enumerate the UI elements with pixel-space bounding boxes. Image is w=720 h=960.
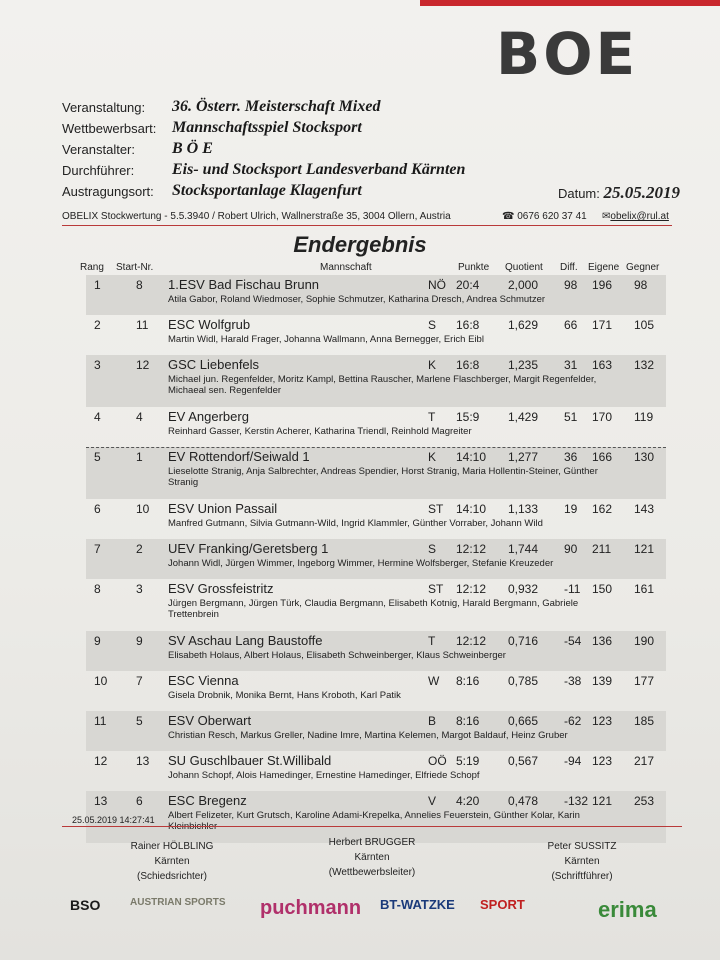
team-players: Elisabeth Holaus, Albert Holaus, Elisabeth Schweinberger, Klaus Schweinberger xyxy=(168,650,506,661)
team-players: Manfred Gutmann, Silvia Gutmann-Wild, Ingrid Klammler, Günther Vorraber, Johann Wild xyxy=(168,518,543,529)
rank-cell: 7 xyxy=(94,542,101,556)
team-name: 1.ESV Bad Fischau Brunn xyxy=(168,277,320,292)
points-cell: 8:16 xyxy=(456,714,480,728)
team-name: ESV Oberwart xyxy=(168,713,252,728)
team-players: Atila Gabor, Roland Wiedmoser, Sophie Schmutzer, Katharina Dresch, Andrea Schmutzer xyxy=(168,294,546,305)
meta-label: Veranstalter: xyxy=(62,142,135,157)
points-cell: 20:4 xyxy=(456,278,480,292)
header-punkte: Punkte xyxy=(458,262,490,273)
diff-cell: 19 xyxy=(564,502,578,516)
region-cell: NÖ xyxy=(428,278,446,292)
header-eigene: Eigene xyxy=(588,262,620,273)
diff-cell: 90 xyxy=(564,542,578,556)
points-cell: 8:16 xyxy=(456,674,480,688)
team-players: Gisela Drobnik, Monika Bernt, Hans Kroboth, Karl Patik xyxy=(168,690,401,701)
quotient-cell: 1,429 xyxy=(508,410,539,424)
opponent-score-cell: 177 xyxy=(634,674,655,688)
meta-value: 36. Österr. Meisterschaft Mixed xyxy=(172,98,381,115)
region-cell: K xyxy=(428,450,437,464)
diff-cell: 36 xyxy=(564,450,578,464)
team-name: UEV Franking/Geretsberg 1 xyxy=(168,541,329,556)
start-number-cell: 12 xyxy=(136,358,150,372)
opponent-score-cell: 132 xyxy=(634,358,655,372)
rank-cell: 1 xyxy=(94,278,101,292)
region-cell: ST xyxy=(428,582,444,596)
region-cell: V xyxy=(428,794,437,808)
result-title: Endergebnis xyxy=(293,232,427,257)
signature-role: (Schriftführer) xyxy=(551,871,613,882)
opponent-score-cell: 119 xyxy=(634,410,654,424)
table-row xyxy=(86,499,666,539)
table-header xyxy=(80,262,670,276)
signature-region: Kärnten xyxy=(354,852,390,863)
region-cell: T xyxy=(428,634,436,648)
sponsor-logo: SPORT xyxy=(480,897,525,912)
signature-region: Kärnten xyxy=(154,856,190,867)
quotient-cell: 0,665 xyxy=(508,714,539,728)
rank-cell: 13 xyxy=(94,794,108,808)
meta-row xyxy=(62,140,682,161)
software-line xyxy=(62,211,672,226)
own-score-cell: 171 xyxy=(592,318,613,332)
team-name: GSC Liebenfels xyxy=(168,357,260,372)
rank-cell: 10 xyxy=(94,674,108,688)
signature-name: Peter SUSSITZ xyxy=(547,841,617,852)
points-cell: 16:8 xyxy=(456,318,480,332)
start-number-cell: 13 xyxy=(136,754,150,768)
region-cell: ST xyxy=(428,502,444,516)
date-value: 25.05.2019 xyxy=(603,183,680,202)
meta-row xyxy=(62,161,682,182)
table-row xyxy=(86,355,666,407)
table-row xyxy=(86,447,666,499)
quotient-cell: 1,744 xyxy=(508,542,539,556)
sponsor-logo: AUSTRIAN SPORTS xyxy=(130,897,226,908)
opponent-score-cell: 190 xyxy=(634,634,655,648)
own-score-cell: 170 xyxy=(592,410,613,424)
own-score-cell: 196 xyxy=(592,278,613,292)
team-name: ESC Wolfgrub xyxy=(168,317,251,332)
team-name: SV Aschau Lang Baustoffe xyxy=(168,633,323,648)
team-name: SU Guschlbauer St.Willibald xyxy=(168,753,332,768)
quotient-cell: 0,567 xyxy=(508,754,539,768)
meta-label: Durchführer: xyxy=(62,163,135,178)
start-number-cell: 5 xyxy=(136,714,143,728)
quotient-cell: 1,133 xyxy=(508,502,539,516)
mail-icon: ✉ xyxy=(602,211,611,222)
sponsor-bar xyxy=(70,885,690,930)
rank-cell: 5 xyxy=(94,450,101,464)
region-cell: W xyxy=(428,674,440,688)
team-players: Albert Felizeter, Kurt Grutsch, Karoline Adami-Krepelka, Annelies Feuerstein, Günther Kolar, Karin Kleinbichler xyxy=(168,810,580,832)
own-score-cell: 162 xyxy=(592,502,613,516)
header-team: Mannschaft xyxy=(320,262,372,273)
boe-logo: BOE xyxy=(496,20,639,88)
rank-cell: 12 xyxy=(94,754,108,768)
start-number-cell: 11 xyxy=(136,318,149,332)
table-row xyxy=(86,275,666,315)
own-score-cell: 163 xyxy=(592,358,613,372)
table-row xyxy=(86,539,666,579)
header-quotient: Quotient xyxy=(505,262,543,273)
start-number-cell: 8 xyxy=(136,278,143,292)
team-name: EV Rottendorf/Seiwald 1 xyxy=(168,449,310,464)
region-cell: OÖ xyxy=(428,754,447,768)
region-cell: K xyxy=(428,358,437,372)
quotient-cell: 1,235 xyxy=(508,358,539,372)
points-cell: 14:10 xyxy=(456,502,487,516)
table-row xyxy=(86,711,666,751)
top-accent-bar xyxy=(420,0,720,6)
table-row xyxy=(86,579,666,631)
meta-label: Veranstaltung: xyxy=(62,100,146,115)
team-players: Reinhard Gasser, Kerstin Acherer, Katharina Triendl, Reinhold Magreiter xyxy=(168,426,472,437)
team-players: Jürgen Bergmann, Jürgen Türk, Claudia Bergmann, Elisabeth Kotnig, Harald Bergmann, Gabriele Trettenbrein xyxy=(168,598,579,620)
meta-label: Wettbewerbsart: xyxy=(62,121,157,136)
table-row xyxy=(86,751,666,791)
phone-number: ☎ 0676 620 37 41 xyxy=(502,211,587,222)
opponent-score-cell: 98 xyxy=(634,278,648,292)
team-players: Lieselotte Stranig, Anja Salbrechter, Andreas Spendier, Horst Stranig, Maria Hollentin-Steiner, Günther Stranig xyxy=(168,466,598,488)
meta-value: B Ö E xyxy=(172,140,213,157)
region-cell: S xyxy=(428,318,437,332)
start-number-cell: 3 xyxy=(136,582,143,596)
rank-cell: 9 xyxy=(94,634,101,648)
diff-cell: -38 xyxy=(564,674,582,688)
signature-block xyxy=(292,835,452,880)
region-cell: B xyxy=(428,714,437,728)
phone-icon: ☎ xyxy=(502,211,518,222)
own-score-cell: 123 xyxy=(592,754,613,768)
own-score-cell: 139 xyxy=(592,674,613,688)
header-diff: Diff. xyxy=(560,262,578,273)
start-number-cell: 10 xyxy=(136,502,150,516)
opponent-score-cell: 161 xyxy=(634,582,655,596)
table-row xyxy=(86,631,666,671)
table-row xyxy=(86,407,666,447)
meta-value: Mannschaftsspiel Stocksport xyxy=(172,119,362,136)
points-cell: 12:12 xyxy=(456,582,487,596)
meta-row xyxy=(62,119,682,140)
diff-cell: -62 xyxy=(564,714,582,728)
diff-cell: 51 xyxy=(564,410,578,424)
opponent-score-cell: 105 xyxy=(634,318,655,332)
signature-block xyxy=(502,839,662,884)
signature-name: Rainer HÖLBLING xyxy=(130,841,214,852)
date-label: Datum: xyxy=(557,186,600,201)
start-number-cell: 4 xyxy=(136,410,143,424)
opponent-score-cell: 121 xyxy=(634,542,655,556)
own-score-cell: 123 xyxy=(592,714,613,728)
team-name: EV Angerberg xyxy=(168,409,249,424)
table-row xyxy=(86,315,666,355)
quotient-cell: 1,277 xyxy=(508,450,539,464)
own-score-cell: 211 xyxy=(592,542,612,556)
team-players: Martin Widl, Harald Frager, Johanna Wallmann, Anna Bernegger, Erich Eibl xyxy=(168,334,484,345)
quotient-cell: 0,932 xyxy=(508,582,539,596)
opponent-score-cell: 143 xyxy=(634,502,655,516)
team-players: Christian Resch, Markus Greller, Nadine Imre, Martina Kelemen, Margot Baldauf, Heinz Gruber xyxy=(168,730,568,741)
start-number-cell: 7 xyxy=(136,674,143,688)
qualification-separator xyxy=(86,447,666,448)
header-gegner: Gegner xyxy=(626,262,660,273)
own-score-cell: 150 xyxy=(592,582,613,596)
sponsor-logo: BT-WATZKE xyxy=(380,897,455,912)
points-cell: 12:12 xyxy=(456,634,487,648)
quotient-cell: 0,478 xyxy=(508,794,539,808)
points-cell: 4:20 xyxy=(456,794,480,808)
quotient-cell: 2,000 xyxy=(508,278,539,292)
own-score-cell: 136 xyxy=(592,634,613,648)
quotient-cell: 0,716 xyxy=(508,634,539,648)
result-table xyxy=(86,275,666,843)
quotient-cell: 0,785 xyxy=(508,674,539,688)
points-cell: 5:19 xyxy=(456,754,480,768)
start-number-cell: 2 xyxy=(136,542,143,556)
signature-role: (Wettbewerbsleiter) xyxy=(328,867,416,878)
points-cell: 14:10 xyxy=(456,450,487,464)
rank-cell: 6 xyxy=(94,502,101,516)
meta-row xyxy=(62,98,682,119)
diff-cell: 98 xyxy=(564,278,578,292)
own-score-cell: 166 xyxy=(592,450,613,464)
own-score-cell: 121 xyxy=(592,794,613,808)
signature-role: (Schiedsrichter) xyxy=(136,871,208,882)
opponent-score-cell: 130 xyxy=(634,450,655,464)
points-cell: 15:9 xyxy=(456,410,480,424)
meta-value: Eis- und Stocksport Landesverband Kärnten xyxy=(172,161,466,178)
diff-cell: -132 xyxy=(564,794,589,808)
software-info: OBELIX Stockwertung - 5.5.3940 / Robert Ulrich, Wallnerstraße 35, 3004 Ollern, Austria xyxy=(62,211,451,222)
points-cell: 16:8 xyxy=(456,358,480,372)
signature-block xyxy=(92,839,252,884)
sponsor-logo: erima xyxy=(598,897,657,922)
rank-cell: 3 xyxy=(94,358,101,372)
sponsor-logo: puchmann xyxy=(260,897,362,919)
email-address: ✉obelix@rul.at xyxy=(602,211,669,222)
opponent-score-cell: 185 xyxy=(634,714,655,728)
diff-cell: -11 xyxy=(564,582,581,596)
rank-cell: 2 xyxy=(94,318,101,332)
team-players: Johann Widl, Jürgen Wimmer, Ingeborg Wimmer, Hermine Wolfsberger, Stefanie Kreuzeder xyxy=(168,558,554,569)
team-name: ESC Vienna xyxy=(168,673,239,688)
sponsor-logo: BSO xyxy=(70,897,101,913)
team-players: Johann Schopf, Alois Hamedinger, Ernestine Hamedinger, Elfriede Schopf xyxy=(168,770,480,781)
header-rang: Rang xyxy=(80,262,104,273)
print-timestamp: 25.05.2019 14:27:41 xyxy=(72,815,155,825)
rank-cell: 11 xyxy=(94,714,107,728)
quotient-cell: 1,629 xyxy=(508,318,539,332)
meta-label: Austragungsort: xyxy=(62,184,154,199)
diff-cell: -94 xyxy=(564,754,582,768)
diff-cell: 66 xyxy=(564,318,578,332)
start-number-cell: 1 xyxy=(136,450,143,464)
diff-cell: -54 xyxy=(564,634,582,648)
region-cell: T xyxy=(428,410,436,424)
date-field xyxy=(558,183,680,203)
meta-value: Stocksportanlage Klagenfurt xyxy=(172,182,362,199)
start-number-cell: 9 xyxy=(136,634,143,648)
opponent-score-cell: 217 xyxy=(634,754,655,768)
start-number-cell: 6 xyxy=(136,794,143,808)
points-cell: 12:12 xyxy=(456,542,487,556)
team-name: ESV Union Passail xyxy=(168,501,278,516)
signature-region: Kärnten xyxy=(564,856,600,867)
table-row xyxy=(86,671,666,711)
opponent-score-cell: 253 xyxy=(634,794,655,808)
region-cell: S xyxy=(428,542,437,556)
signature-name: Herbert BRUGGER xyxy=(328,837,416,848)
team-name: ESC Bregenz xyxy=(168,793,247,808)
rank-cell: 4 xyxy=(94,410,101,424)
diff-cell: 31 xyxy=(564,358,578,372)
team-name: ESV Grossfeistritz xyxy=(168,581,274,596)
rank-cell: 8 xyxy=(94,582,101,596)
team-players: Michael jun. Regenfelder, Moritz Kampl, Bettina Rauscher, Marlene Flaschberger, Margit Regenfelder, Michaeal sen. Regenfelder xyxy=(168,374,597,396)
header-start: Start-Nr. xyxy=(116,262,154,273)
